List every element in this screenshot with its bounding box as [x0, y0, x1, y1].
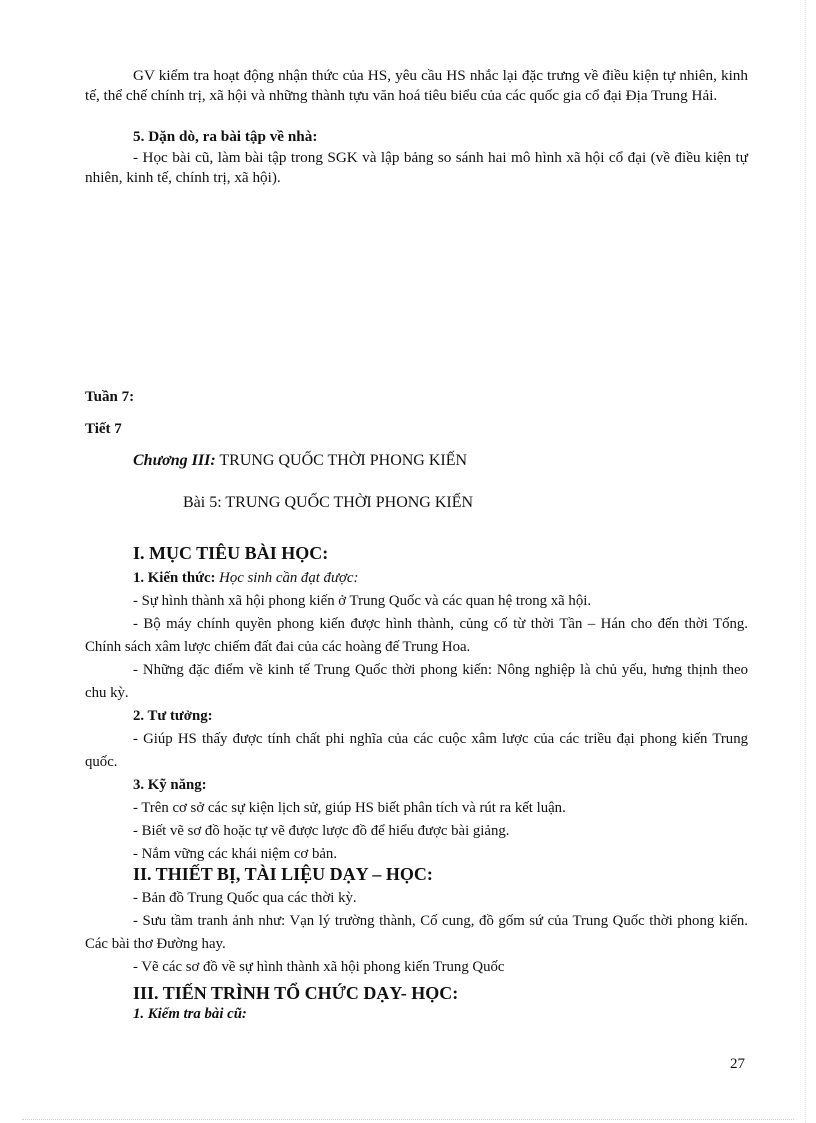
homework-text: - Học bài cũ, làm bài tập trong SGK và lập bảng so sánh hai mô hình xã hội cổ đại (về điều kiện tự nhiên, kinh tế, chính trị, xã hội). — [85, 149, 748, 187]
section-2-body — [85, 887, 748, 979]
page-bottom-border — [22, 1119, 794, 1120]
skills-item: - Trên cơ sở các sự kiện lịch sử, giúp HS biết phân tích và rút ra kết luận. — [133, 800, 566, 816]
section-3-title: III. TIẾN TRÌNH TỔ CHỨC DẠY- HỌC: — [133, 983, 459, 1003]
section-1-body — [85, 567, 748, 866]
knowledge-item: - Những đặc điểm về kinh tế Trung Quốc thời phong kiến: Nông nghiệp là chủ yếu, hưng thịnh theo chu kỳ. — [85, 662, 748, 701]
chapter-title: TRUNG QUỐC THỜI PHONG KIẾN — [219, 452, 468, 469]
chapter-label: Chương III: — [133, 452, 216, 469]
skills-item: - Biết vẽ sơ đồ hoặc tự vẽ được lược đồ để hiểu được bài giảng. — [133, 823, 510, 839]
page-right-border — [805, 0, 806, 1123]
lesson-title: Bài 5: TRUNG QUỐC THỜI PHONG KIẾN — [183, 494, 474, 511]
skills-heading: 3. Kỹ năng: — [133, 777, 207, 793]
section-2-title: II. THIẾT BỊ, TÀI LIỆU DẠY – HỌC: — [133, 864, 433, 884]
equipment-item: - Sưu tầm tranh ảnh như: Vạn lý trường thành, Cố cung, đồ gốm sứ của Trung Quốc thời phong kiến. Các bài thơ Đường hay. — [85, 913, 748, 952]
chapter-heading — [133, 452, 467, 470]
intro-paragraph: GV kiểm tra hoạt động nhận thức của HS, yêu cầu HS nhắc lại đặc trưng về điều kiện tự nhiên, kinh tế, thể chế chính trị, xã hội và những thành tựu văn hoá tiêu biểu của các quốc gia cổ đại Địa Trung Hải. — [85, 67, 748, 105]
knowledge-label: 1. Kiến thức: — [133, 570, 216, 586]
skills-item: - Nắm vững các khái niệm cơ bản. — [133, 846, 338, 862]
thought-heading: 2. Tư tưởng: — [133, 708, 213, 724]
knowledge-item: - Bộ máy chính quyền phong kiến được hình thành, củng cố từ thời Tần – Hán cho đến thời Tống. Chính sách xâm lược chiếm đất đai của các hoàng đế Trung Hoa. — [85, 616, 748, 655]
section-1-title: I. MỤC TIÊU BÀI HỌC: — [133, 543, 329, 563]
page-number: 27 — [730, 1056, 745, 1072]
old-lesson-check-heading: 1. Kiểm tra bài cũ: — [133, 1006, 247, 1022]
homework-heading: 5. Dặn dò, ra bài tập về nhà: — [133, 128, 318, 145]
period-label: Tiết 7 — [85, 421, 122, 437]
week-label: Tuần 7: — [85, 389, 135, 405]
equipment-item: - Vẽ các sơ đồ về sự hình thành xã hội phong kiến Trung Quốc — [133, 959, 505, 975]
knowledge-heading — [85, 567, 748, 590]
knowledge-note: Học sinh cần đạt được: — [219, 570, 359, 586]
equipment-item: - Bản đồ Trung Quốc qua các thời kỳ. — [133, 890, 357, 906]
thought-item: - Giúp HS thấy được tính chất phi nghĩa của các cuộc xâm lược của các triều đại phong kiến Trung quốc. — [85, 731, 748, 770]
knowledge-item: - Sự hình thành xã hội phong kiến ở Trung Quốc và các quan hệ trong xã hội. — [133, 593, 592, 609]
